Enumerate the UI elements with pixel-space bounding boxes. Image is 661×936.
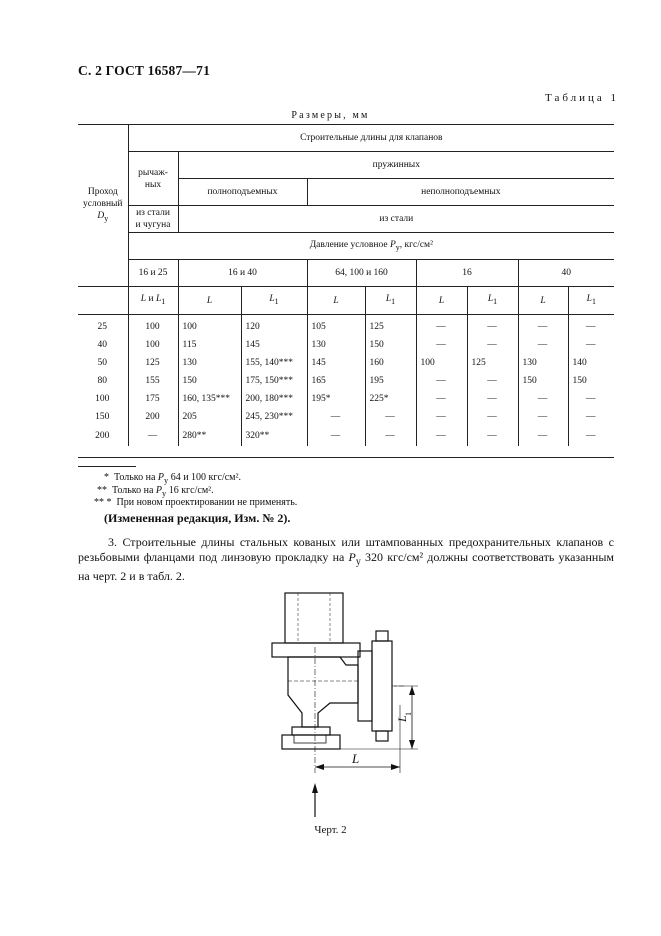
row-value-cell: —	[128, 426, 178, 446]
pressure-group: 16	[416, 260, 518, 287]
row-dn-cell: 100	[78, 390, 128, 408]
row-value-cell: 145	[307, 354, 365, 372]
row-value-cell: 125	[128, 354, 178, 372]
row-value-cell: 100	[178, 315, 241, 337]
row-value-cell: —	[568, 336, 614, 354]
paragraph-3: 3. Строительные длины стальных кованых или штампованных предохранительных клапанов с резьбовыми фланцами под линзовую прокладку на $P_у$ 320 кгс/см² должны соответствовать указанным на черт. 2 и в табл. 2.	[78, 535, 615, 584]
row-dn-cell: 200	[78, 426, 128, 446]
row-dn-cell: 150	[78, 408, 128, 426]
valve-drawing	[260, 585, 440, 820]
row-value-cell: —	[467, 408, 518, 426]
col-symbol: L и $L_1$	[128, 287, 178, 315]
row-value-cell: —	[518, 390, 568, 408]
table-row	[78, 315, 614, 337]
row-value-cell: 115	[178, 336, 241, 354]
row-value-cell: —	[467, 372, 518, 390]
row-value-cell: 200, 180***	[241, 390, 307, 408]
table-caption: Таблица 1	[545, 92, 620, 104]
row-value-cell: 205	[178, 408, 241, 426]
row-value-cell: 175, 150***	[241, 372, 307, 390]
row-value-cell: 145	[241, 336, 307, 354]
row-value-cell: 155	[128, 372, 178, 390]
table-units: Размеры, мм	[291, 110, 370, 121]
table-bottom-rule	[78, 457, 614, 458]
row-value-cell: —	[568, 315, 614, 337]
row-value-cell: 150	[568, 372, 614, 390]
row-value-cell: —	[518, 315, 568, 337]
inlet-flange	[282, 735, 340, 749]
row-value-cell: —	[416, 336, 467, 354]
pressure-group: 16 и 25	[128, 260, 178, 287]
row-value-cell: 245, 230***	[241, 408, 307, 426]
row-value-cell: 280**	[178, 426, 241, 446]
row-value-cell: 165	[307, 372, 365, 390]
row-value-cell: 100	[416, 354, 467, 372]
row-value-cell: 155, 140***	[241, 354, 307, 372]
footnote-2: ** Только на $P_у$ 16 кгс/см².	[97, 485, 214, 498]
valve-body	[288, 657, 358, 727]
dimensions-table	[78, 124, 614, 446]
row-value-cell: 195	[365, 372, 416, 390]
outlet-flange	[372, 641, 392, 731]
row-dn-cell: 40	[78, 336, 128, 354]
row-value-cell: 160	[365, 354, 416, 372]
row-value-cell: —	[467, 315, 518, 337]
inlet-arrow-icon	[312, 783, 318, 793]
pressure-header: Давление условное $P_у$, кгс/см²	[128, 233, 614, 260]
row-value-cell: 130	[518, 354, 568, 372]
inlet-neck	[292, 727, 330, 735]
row-value-cell: —	[568, 408, 614, 426]
row-value-cell: 130	[307, 336, 365, 354]
table-row	[78, 372, 614, 390]
row-value-cell: —	[307, 408, 365, 426]
row-value-cell: —	[416, 408, 467, 426]
stub-header: Проход условный $D_у$	[78, 125, 128, 287]
row-value-cell: —	[416, 315, 467, 337]
material-lever: из стали и чугуна	[128, 206, 178, 233]
construction-lengths-header: Строительные длины для клапанов	[128, 125, 614, 152]
row-value-cell: 175	[128, 390, 178, 408]
row-value-cell: —	[307, 426, 365, 446]
row-value-cell: 195*	[307, 390, 365, 408]
row-dn-cell: 50	[78, 354, 128, 372]
row-value-cell: —	[365, 408, 416, 426]
row-value-cell: 100	[128, 315, 178, 337]
row-value-cell: 150	[518, 372, 568, 390]
row-value-cell: —	[467, 390, 518, 408]
row-value-cell: 200	[128, 408, 178, 426]
row-value-cell: 120	[241, 315, 307, 337]
svg-text:1: 1	[404, 712, 413, 716]
svg-text:L: L	[352, 751, 360, 766]
table-row	[78, 390, 614, 408]
row-value-cell: 150	[365, 336, 416, 354]
amendment-note: (Измененная редакция, Изм. № 2).	[104, 511, 291, 525]
row-value-cell: —	[518, 408, 568, 426]
row-value-cell: 105	[307, 315, 365, 337]
row-value-cell: 100	[128, 336, 178, 354]
table-row	[78, 354, 614, 372]
row-value-cell: —	[365, 426, 416, 446]
valve-top-flange	[272, 643, 360, 657]
valve-cap	[285, 593, 343, 643]
row-value-cell: 125	[365, 315, 416, 337]
row-value-cell: —	[568, 390, 614, 408]
row-value-cell: —	[467, 336, 518, 354]
col-symbol: L	[518, 287, 568, 315]
figure-caption: Черт. 2	[314, 824, 347, 836]
table-row	[78, 408, 614, 426]
lever-header: рычаж- ных	[128, 152, 178, 206]
col-symbol: $L_1$	[467, 287, 518, 315]
table-body	[78, 315, 614, 447]
footnote-3: ** * При новом проектировании не применять.	[94, 497, 298, 508]
spring-header: пружинных	[178, 152, 614, 179]
row-value-cell: —	[416, 372, 467, 390]
col-symbol: L	[416, 287, 467, 315]
row-value-cell: —	[416, 390, 467, 408]
page-header: С. 2 ГОСТ 16587—71	[78, 63, 211, 78]
row-dn-cell: 25	[78, 315, 128, 337]
partial-lift-header: неполноподъемных	[307, 179, 614, 206]
pressure-group: 64, 100 и 160	[307, 260, 416, 287]
row-value-cell: 140	[568, 354, 614, 372]
table-row	[78, 426, 614, 446]
row-value-cell: 150	[178, 372, 241, 390]
material-spring: из стали	[178, 206, 614, 233]
footnote-rule	[78, 466, 136, 467]
row-value-cell: —	[518, 426, 568, 446]
footnote-1: * Только на $P_у$ 64 и 100 кгс/см².	[104, 472, 241, 485]
row-dn-cell: 80	[78, 372, 128, 390]
row-value-cell: —	[568, 426, 614, 446]
row-value-cell: 320**	[241, 426, 307, 446]
row-value-cell: —	[518, 336, 568, 354]
col-symbol: $L_1$	[241, 287, 307, 315]
svg-text:L: L	[395, 715, 409, 722]
col-symbol: L	[307, 287, 365, 315]
outlet-flange-inner	[358, 651, 372, 721]
row-value-cell: 225*	[365, 390, 416, 408]
row-value-cell: —	[416, 426, 467, 446]
col-symbol: $L_1$	[568, 287, 614, 315]
pressure-group: 40	[518, 260, 614, 287]
stub-blank	[78, 287, 128, 315]
full-lift-header: полноподъемных	[178, 179, 307, 206]
row-value-cell: 125	[467, 354, 518, 372]
col-symbol: $L_1$	[365, 287, 416, 315]
pressure-group: 16 и 40	[178, 260, 307, 287]
col-symbol: L	[178, 287, 241, 315]
row-value-cell: —	[467, 426, 518, 446]
row-value-cell: 160, 135***	[178, 390, 241, 408]
row-value-cell: 130	[178, 354, 241, 372]
table-row	[78, 336, 614, 354]
